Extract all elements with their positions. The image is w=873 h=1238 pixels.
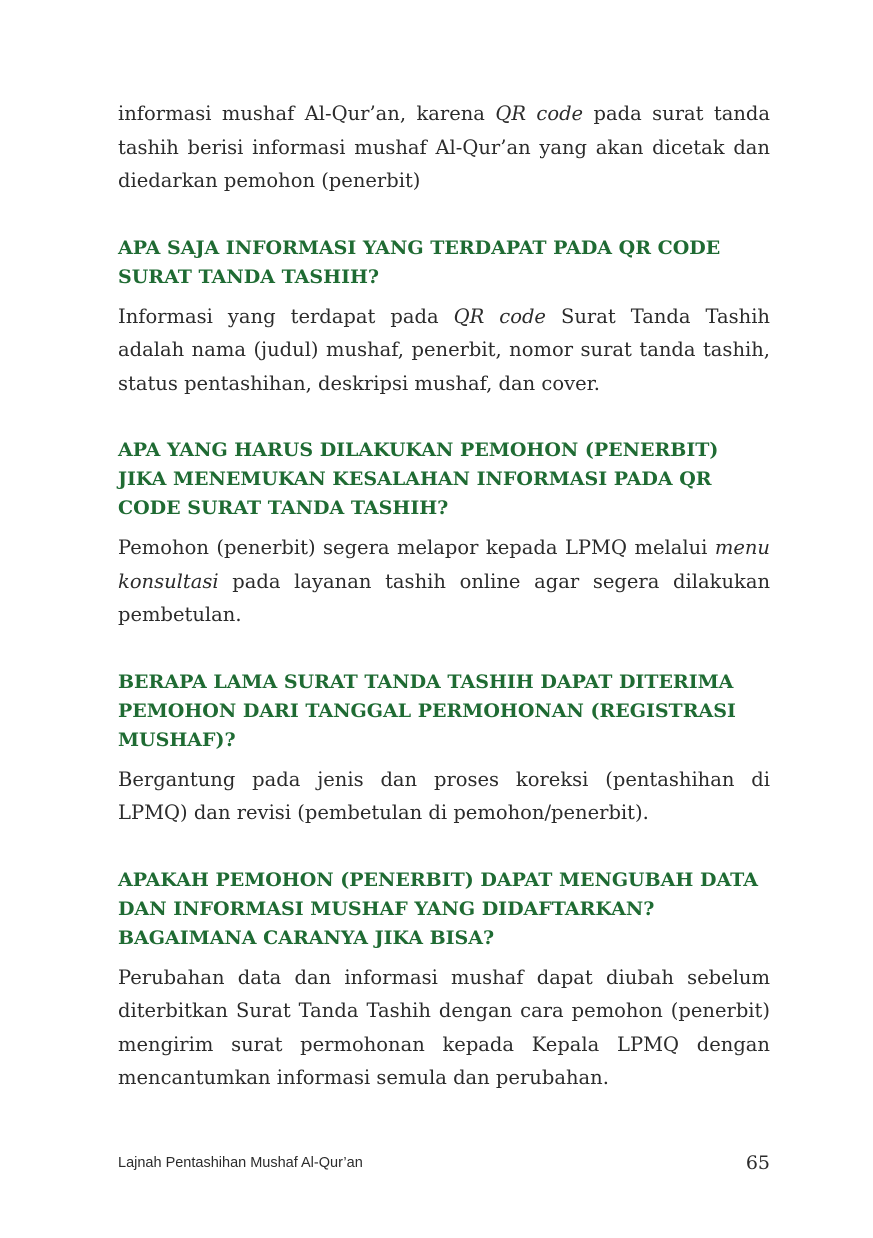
faq-answer-1 — [118, 300, 770, 401]
intro-emphasis: QR code — [495, 102, 584, 125]
page-content — [118, 97, 770, 1095]
faq-answer-2 — [118, 531, 770, 632]
intro-text-1: informasi mushaf Al-Qur’an, karena — [118, 102, 496, 125]
faq-answer-2-text-2: pada layanan tashih online agar segera dilakukan pembetulan. — [118, 569, 770, 626]
page-number: 65 — [745, 1152, 770, 1174]
faq-answer-1-text-1: Informasi yang terdapat pada — [118, 304, 454, 328]
faq-question-1: APA SAJA INFORMASI YANG TERDAPAT PADA QR CODE SURAT TANDA TASHIH? — [118, 236, 721, 288]
faq-answer-4: Perubahan data dan informasi mushaf dapat diubah sebelum diterbitkan Surat Tanda Tashih dengan cara pemohon (penerbit) mengirim surat permohonan kepada Kepala LPMQ dengan mencantumkan informasi semula dan perubahan. — [118, 965, 770, 1089]
faq-question-2: APA YANG HARUS DILAKUKAN PEMOHON (PENERBIT) JIKA MENEMUKAN KESALAHAN INFORMASI PADA QR CODE SURAT TANDA TASHIH? — [118, 439, 719, 519]
faq-answer-1-text-2: Surat Tanda Tashih adalah nama (judul) mushaf, penerbit, nomor surat tanda tashih, status pentashihan, deskripsi mushaf, dan cover. — [118, 304, 770, 395]
faq-question-3: BERAPA LAMA SURAT TANDA TASHIH DAPAT DITERIMA PEMOHON DARI TANGGAL PERMOHONAN (REGISTRASI MUSHAF)? — [118, 670, 736, 751]
faq-answer-1-emphasis: QR code — [453, 304, 546, 328]
intro-text-2: pada surat tanda tashih berisi informasi mushaf Al-Qur’an yang akan dicetak dan diedarkan pemohon (penerbit) — [118, 102, 771, 192]
faq-question-4: APAKAH PEMOHON (PENERBIT) DAPAT MENGUBAH DATA DAN INFORMASI MUSHAF YANG DIDAFTARKAN? BAGAIMANA CARANYA JIKA BISA? — [118, 868, 759, 949]
intro-paragraph — [118, 97, 770, 198]
footer-publisher: Lajnah Pentashihan Mushaf Al-Qur’an — [118, 1155, 363, 1171]
faq-answer-3: Bergantung pada jenis dan proses koreksi (pentashihan di LPMQ) dan revisi (pembetulan di pemohon/penerbit). — [118, 767, 770, 824]
faq-answer-2-text-1: Pemohon (penerbit) segera melapor kepada LPMQ melalui — [118, 536, 715, 559]
faq-answer-2-emphasis: menu konsultasi — [118, 536, 770, 593]
